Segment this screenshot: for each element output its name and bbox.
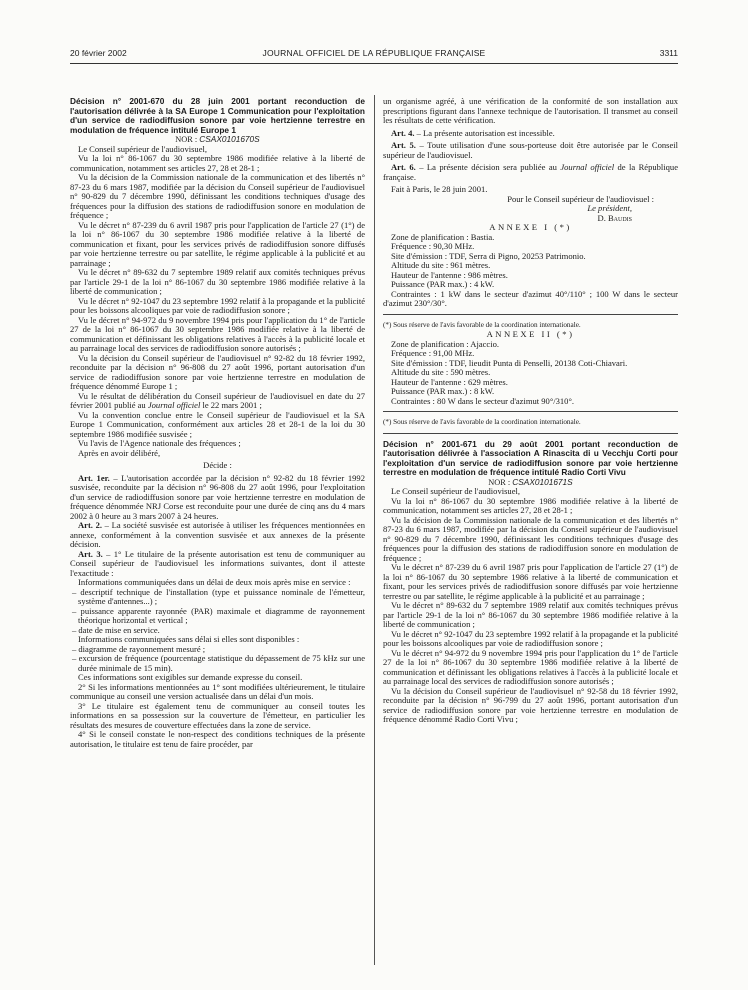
list-item: – excursion de fréquence (pourcentage statistique du dépassement de 75 kHz sur une durée minimale de 15 min).: [72, 653, 365, 673]
paragraph: Le Conseil supérieur de l'audiovisuel,: [391, 486, 521, 497]
decide-heading: Décide :: [203, 460, 232, 471]
paragraph: Le Conseil supérieur de l'audiovisuel,: [78, 143, 208, 154]
header-journal-title: JOURNAL OFFICIEL DE LA RÉPUBLIQUE FRANÇAISE: [262, 48, 486, 58]
paragraph: Vu le résultat de délibération du Conseil supérieur de l'audiovisuel en date du 27 février 2001 publié au Journal officiel le 22 mars 2001 ;: [70, 390, 365, 411]
article-6: Art. 6. – La présente décision sera publiée au Journal officiel de la République française.: [383, 162, 679, 182]
paragraph: Vu le décret n° 87-239 du 6 avril 1987 pris pour l'application de l'article 27 (1°) de la loi n° 86-1067 du 30 septembre 1986 relative à la liberté de communication et fixant, pour les services privés de radiodiffusion sonore diffusés par voie hertzienne terrestre ou par satellite, le régime applicable à la publicité et au parrainage ;: [383, 562, 678, 601]
signature-line: Pour le Conseil supérieur de l'audiovisuel :: [507, 193, 654, 204]
paragraph: Vu le décret n° 87-239 du 6 avril 1987 pris pour l'application de l'article 27 (1°) de la loi n° 86-1067 du 30 septembre 1986 modifiée relative à la liberté de communication et fixant, pour les services privés de radiodiffusion sonore diffusés par voie hertzienne terrestre ou par satellite, le régime applicable à la publicité et au parrainage ;: [70, 219, 365, 268]
annexe-2-title: ANNEXE II (*): [486, 329, 575, 339]
column-divider: [374, 95, 375, 965]
annexe-line: Contraintes : 80 W dans le secteur d'azimut 90°/310°.: [391, 395, 574, 406]
nor-reference: NOR : CSAX0101671S: [488, 476, 573, 487]
article-5: Art. 5. – Toute utilisation d'une sous-porteuse doit être autorisée par le Conseil supérieur de l'audiovisuel.: [383, 140, 678, 160]
paragraph: Vu le décret n° 92-1047 du 23 septembre 1992 relatif à la propagande et la publicité pour les boissons alcooliques par voie de radiodiffusion sonore ;: [70, 295, 365, 316]
nor-reference: NOR : CSAX0101670S: [175, 134, 260, 145]
footnote-rule: [383, 314, 678, 315]
annexe-line: Hauteur de l'antenne : 629 mètres.: [391, 376, 508, 387]
annexe-line: Site d'émission : TDF, lieudit Punta di Penselli, 20138 Coti-Chiavari.: [391, 357, 628, 368]
paragraph: Après en avoir délibéré,: [78, 447, 161, 458]
annexe-line: Altitude du site : 961 mètres.: [391, 260, 491, 270]
signature-role: Le président,: [587, 203, 632, 213]
paragraph: Vu le décret n° 94-972 du 9 novembre 1994 pris pour l'application du 1° de l'article 27 de la loi n° 86-1067 du 30 septembre 1986 modifiée relative à la liberté de communication et définissant les obligations relatives à l'accès à la publicité locale et au parrainage local des services de radiodiffusion sonore autorisés ;: [383, 647, 678, 687]
list-item: – diagramme de rayonnement mesuré ;: [72, 643, 206, 654]
footnote-rule: [383, 411, 678, 412]
paragraph: Vu le décret n° 89-632 du 7 septembre 1989 relatif aux comités techniques prévus par l'article 29-1 de la loi n° 86-1067 du 30 septembre 1986 modifiée relative à la liberté de communication ;: [70, 267, 365, 297]
section-rule: [383, 433, 678, 434]
annexe-line: Site d'émission : TDF, Serra di Pigno, 20253 Patrimonio.: [391, 250, 586, 261]
annexe-line: Zone de planification : Ajaccio.: [391, 338, 499, 349]
annexe-line: Fréquence : 91,00 MHz.: [391, 348, 475, 358]
nor-code: CSAX0101671S: [512, 476, 573, 487]
paragraph: 2° Si les informations mentionnées au 1° sont modifiées ultérieurement, le titulaire communique au conseil une version actualisée dans un délai d'un mois.: [70, 681, 365, 702]
nor-code: CSAX0101670S: [199, 134, 260, 145]
signature-place-date: Fait à Paris, le 28 juin 2001.: [391, 184, 488, 194]
paragraph: Ces informations sont exigibles sur demande expresse du conseil.: [78, 672, 303, 683]
decision-title: Décision n° 2001-671 du 29 août 2001 portant reconduction de l'autorisation délivrée à l'association A Rinascita di u Vecchju Corti pour l'exploitation d'un service de radiodiffusion sonore par voie hertzienne terrestre en modulation de fréquence intitulé Radio Corti Vivu: [383, 438, 678, 478]
annexe-line: Contraintes : 1 kW dans le secteur d'azimut 40°/110° ; 100 W dans le secteur d'azimut 230°/30°.: [383, 288, 678, 308]
paragraph: 4° Si le conseil constate le non-respect des conditions techniques de la présente autorisation, le titulaire est tenu de faire procéder, par: [70, 729, 365, 749]
annexe-line: Fréquence : 90,30 MHz.: [391, 241, 475, 251]
header-page-number: 3311: [659, 48, 678, 58]
paragraph: un organisme agréé, à une vérification de la conformité de son installation aux prescriptions figurant dans l'annexe technique de l'autorisation. Il transmet au conseil les résultats de cette vérification.: [383, 96, 678, 125]
annexe-line: Puissance (PAR max.) : 8 kW.: [391, 386, 495, 396]
paragraph: Informations communiquées dans un délai de deux mois après mise en service :: [78, 577, 351, 588]
paragraph: Vu la décision du Conseil supérieur de l'audiovisuel n° 92-58 du 18 février 1992, reconduite par la décision n° 96-799 du 27 août 1996, portant autorisation d'un service de radiodiffusion sonore par voie hertzienne terrestre en modulation de fréquence dénommé Radio Corti Vivu ;: [383, 685, 678, 725]
paragraph: Vu la décision de la Commission nationale de la communication et des libertés n° 87-23 du 6 mars 1987, modifiée par la décision du Conseil supérieur de l'audiovisuel n° 90-829 du 7 décembre 1990, définissant les conditions techniques d'usage des fréquences pour la diffusion des stations de radiodiffusion sonore en modulation de fréquence ;: [70, 172, 365, 221]
paragraph: Vu le décret n° 89-632 du 7 septembre 1989 relatif aux comités techniques prévus par l'article 29-1 de la loi n° 86-1067 du 30 septembre 1986 modifiée relative à la liberté de communication ;: [383, 600, 678, 630]
annexe-line: Puissance (PAR max.) : 4 kW.: [391, 279, 495, 289]
annexe-line: Hauteur de l'antenne : 986 mètres.: [391, 269, 508, 280]
annexe-line: Altitude du site : 590 mètres.: [391, 367, 491, 377]
right-column: [383, 97, 678, 725]
paragraph: Vu la décision du Conseil supérieur de l'audiovisuel n° 92-82 du 18 février 1992, reconduite par la décision n° 96-808 du 27 août 1996, portant autorisation d'un service de radiodiffusion sonore par voie hertzienne terrestre en modulation de fréquence dénommé Europe 1 ;: [70, 352, 365, 392]
article-2: Art. 2. – La société susvisée est autorisée à utiliser les fréquences mentionnées en annexe, conformément à la convention susvisée et aux annexes de la présente décision.: [70, 520, 365, 550]
paragraph: Vu la décision de la Commission nationale de la communication et des libertés n° 87-23 du 6 mars 1987, modifiée par la décision du Conseil supérieur de l'audiovisuel n° 90-829 du 7 décembre 1990, définissant les conditions techniques d'usage des fréquences pour la diffusion des stations de radiodiffusion sonore en modulation de fréquence ;: [383, 514, 678, 563]
signature-name: D. Baudis: [597, 212, 632, 223]
list-item: – date de mise en service.: [72, 624, 160, 635]
list-item: – puissance apparente rayonnée (PAR) maximale et diagramme de rayonnement théorique horizontal et vertical ;: [72, 605, 365, 626]
left-column: [70, 97, 365, 749]
paragraph: Vu le décret n° 94-972 du 9 novembre 1994 pris pour l'application du 1° de l'article 27 de la loi n° 86-1067 du 30 septembre 1986 modifiée relative à la liberté de communication et définissant les obligations relatives à l'accès à la publicité locale et au parrainage local des services de radiodiffusion sonore autorisés ;: [70, 314, 365, 354]
annexe-line: Zone de planification : Bastia.: [391, 231, 495, 242]
footnote: (*) Sous réserve de l'avis favorable de la coordination internationale.: [383, 320, 581, 329]
decision-title: Décision n° 2001-670 du 28 juin 2001 portant reconduction de l'autorisation délivrée à la SA Europe 1 Communication pour l'exploitation d'un service de radiodiffusion sonore par voie hertzienne terrestre en modulation de fréquence intitulé Europe 1: [70, 96, 365, 135]
article-1: Art. 1er. – L'autorisation accordée par la décision n° 92-82 du 18 février 1992 susvisée, reconduite par la décision n° 96-808 du 27 août 1996, pour l'exploitation d'un service de radiodiffusion sonore par voie hertzienne terrestre en modulation de fréquence dénommée NRJ Corse est reconduite pour une durée de cinq ans du 4 mars 2002 à 0 heure au 3 mars 2007 à 24 heures.: [70, 472, 365, 521]
paragraph: Vu la loi n° 86-1067 du 30 septembre 1986 modifiée relative à la liberté de communication, notamment ses articles 27, 28 et 28-1 ;: [70, 153, 365, 173]
page-header: [70, 48, 678, 62]
annexe-1-title: ANNEXE I (*): [489, 222, 572, 232]
paragraph: Vu l'avis de l'Agence nationale des fréquences ;: [78, 438, 241, 449]
paragraph: Vu le décret n° 92-1047 du 23 septembre 1992 relatif à la propagande et la publicité pour les boissons alcooliques par voie de radiodiffusion sonore ;: [383, 628, 678, 649]
header-date: 20 février 2002: [70, 48, 127, 58]
paragraph: Vu la convention conclue entre le Conseil supérieur de l'audiovisuel et la SA Europe 1 Communication, conformément aux articles 28 et 28-1 de la loi du 30 septembre 1986 modifiée susvisée ;: [70, 409, 365, 439]
paragraph: 3° Le titulaire est également tenu de communiquer au conseil toutes les informations en sa possession sur la couverture de l'émetteur, en particulier les résultats des mesures de couverture effectuées dans la zone de service.: [70, 700, 365, 730]
article-3: Art. 3. – 1° Le titulaire de la présente autorisation est tenu de communiquer au Conseil supérieur de l'audiovisuel les informations suivantes, dont il atteste l'exactitude :: [70, 548, 365, 578]
header-rule: [70, 63, 678, 64]
article-4: Art. 4. – La présente autorisation est incessible.: [391, 127, 555, 138]
paragraph: Vu la loi n° 86-1067 du 30 septembre 1986 modifiée relative à la liberté de communication, notamment ses articles 27, 28 et 28-1 ;: [383, 495, 678, 516]
list-item: – descriptif technique de l'installation (type et puissance nominale de l'émetteur, système d'antennes...) ;: [72, 586, 365, 607]
footnote: (*) Sous réserve de l'avis favorable de la coordination internationale.: [383, 418, 581, 426]
paragraph: Informations communiquées sans délai si elles sont disponibles :: [78, 634, 300, 645]
